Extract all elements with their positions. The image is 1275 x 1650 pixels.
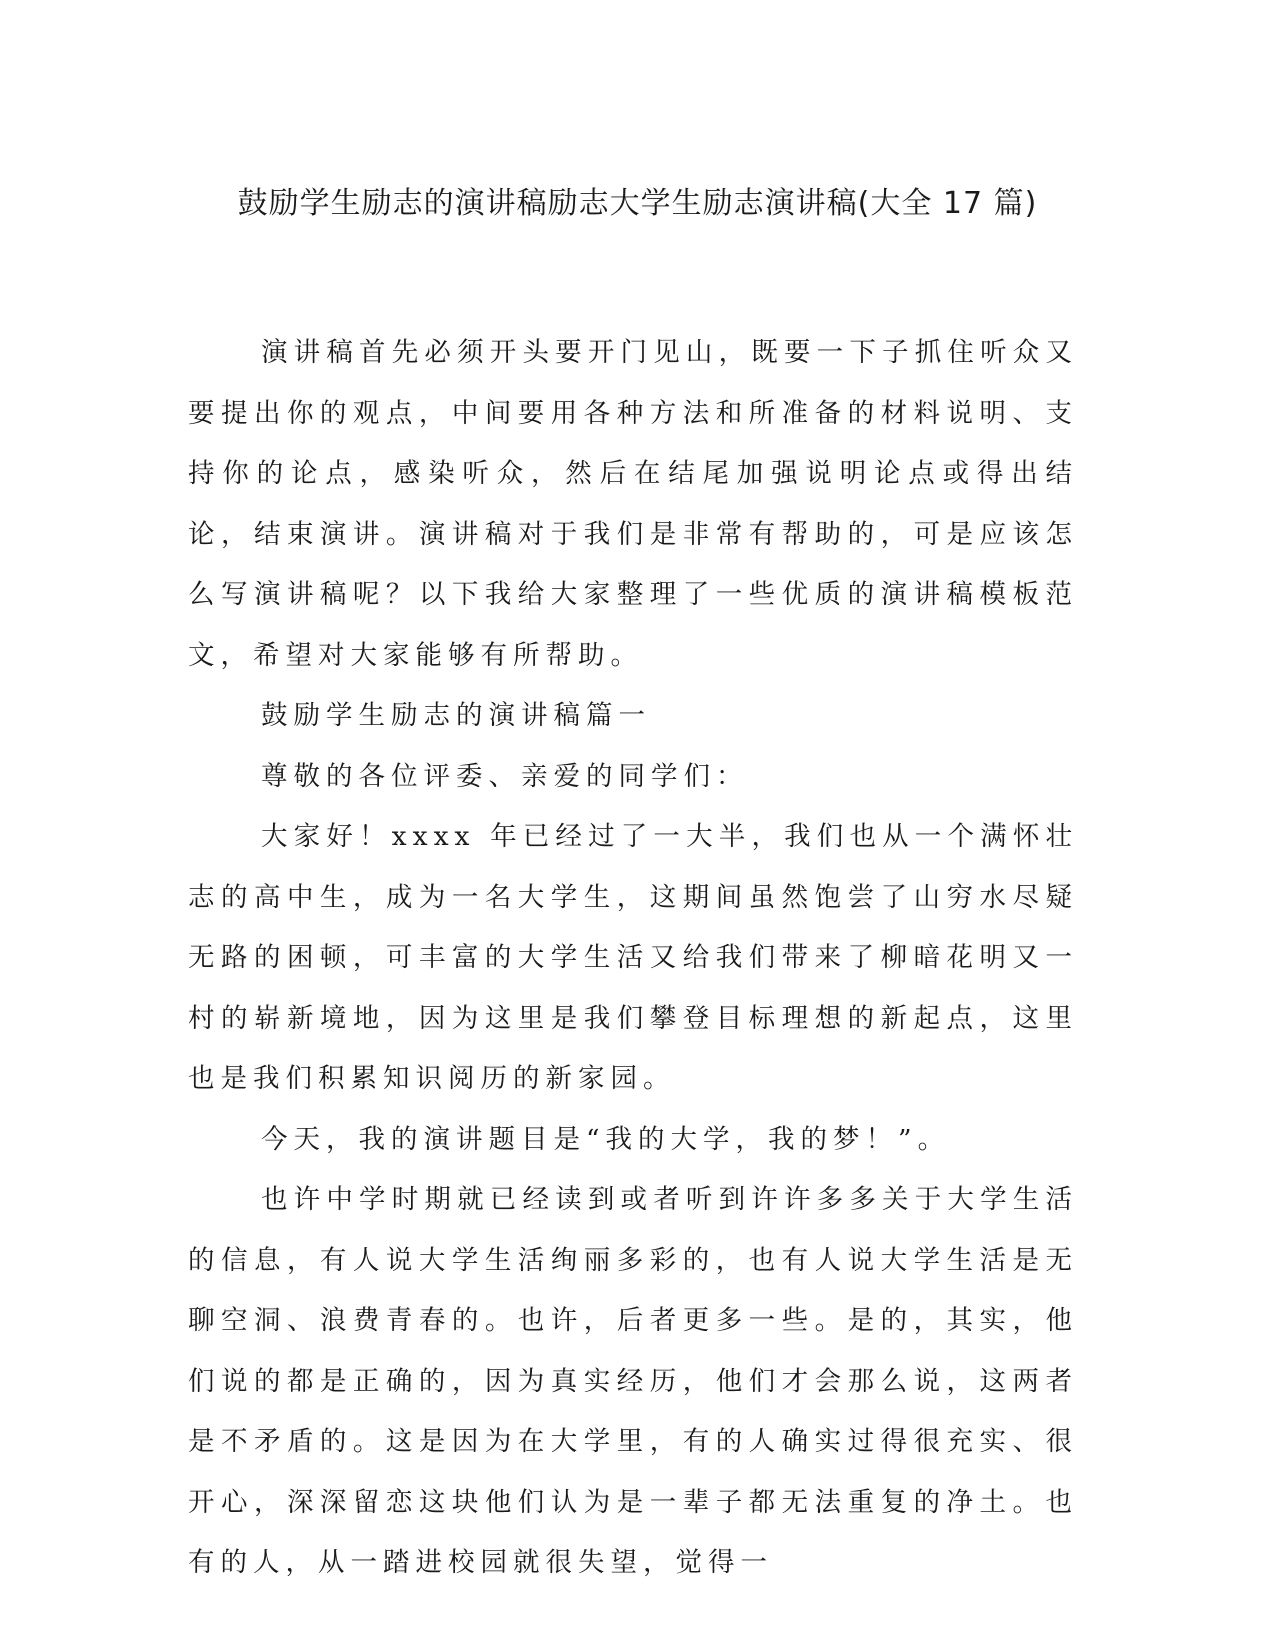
- speech-topic: 今天，我的演讲题目是“我的大学，我的梦！”。: [261, 1123, 951, 1155]
- intro-paragraph: 演讲稿首先必须开头要开门见山，既要一下子抓住听众又要提出你的观点，中间要用各种方法和所准备的材料说明、支持你的论点，感染听众，然后在结尾加强说明论点或得出结论，结束演讲。演讲稿对于我们是非常有帮助的，可是应该怎么写演讲稿呢？以下我给大家整理了一些优质的演讲稿模板范文，希望对大家能够有所帮助。: [188, 337, 1078, 671]
- document-title: 鼓励学生励志的演讲稿励志大学生励志演讲稿(大全 17 篇): [237, 186, 1038, 221]
- document-body: [188, 323, 1078, 1594]
- body-paragraph: 大家好！xxxx 年已经过了一大半，我们也从一个满怀壮志的高中生，成为一名大学生，这期间虽然饱尝了山穷水尽疑无路的困顿，可丰富的大学生活又给我们带来了柳暗花明又一村的崭新境地，因为这里是我们攀登目标理想的新起点，这里也是我们积累知识阅历的新家园。: [188, 821, 1078, 1094]
- salutation: 尊敬的各位评委、亲爱的同学们：: [261, 760, 749, 792]
- section-heading: 鼓励学生励志的演讲稿篇一: [261, 700, 651, 731]
- body-paragraph: 也许中学时期就已经读到或者听到许许多多关于大学生活的信息，有人说大学生活绚丽多彩的，也有人说大学生活是无聊空洞、浪费青春的。也许，后者更多一些。是的，其实，他们说的都是正确的，因为真实经历，他们才会那么说，这两者是不矛盾的。这是因为在大学里，有的人确实过得很充实、很开心，深深留恋这块他们认为是一辈子都无法重复的净土。也有的人，从一踏进校园就很失望，觉得一: [188, 1184, 1078, 1578]
